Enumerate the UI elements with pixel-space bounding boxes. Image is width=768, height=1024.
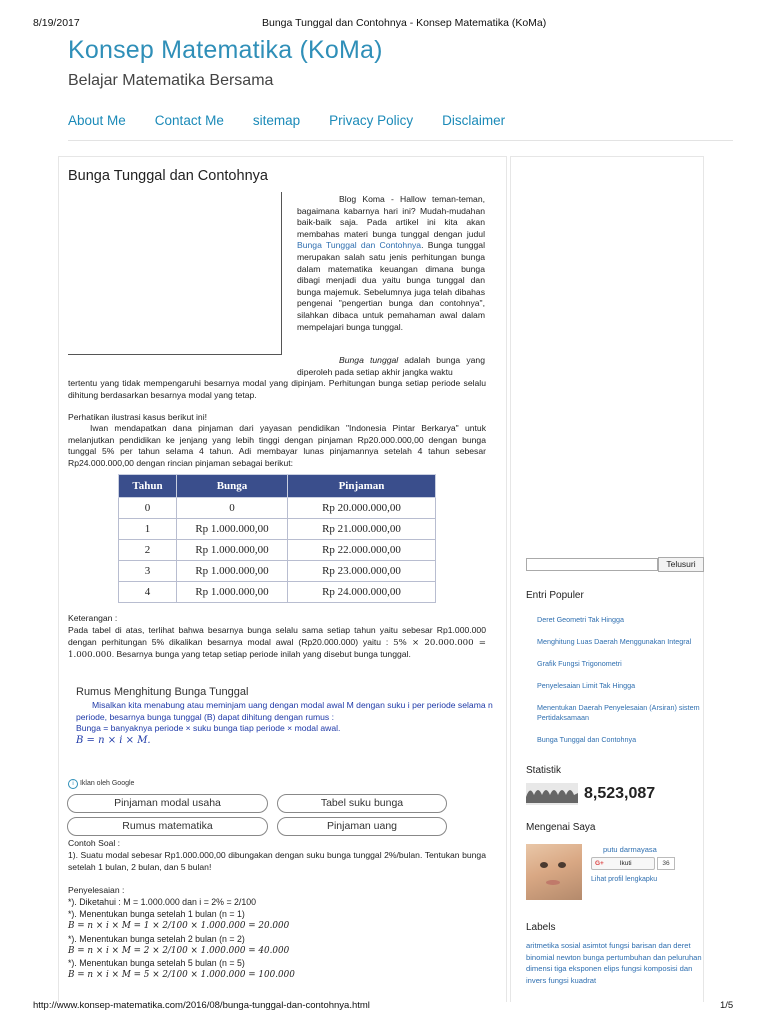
print-page-number: 1/5: [720, 1000, 734, 1011]
gplus-icon: G+: [595, 860, 604, 867]
search-button[interactable]: Telusuri: [658, 557, 704, 572]
popular-item[interactable]: Menentukan Daerah Penyelesaian (Arsiran) sistem Pertidaksamaan: [537, 703, 700, 722]
table-cell: Rp 1.000.000,00: [177, 561, 288, 582]
popular-item[interactable]: Grafik Fungsi Trigonometri: [537, 659, 622, 668]
ad-pill-rumus-matematika[interactable]: Rumus matematika: [67, 817, 268, 836]
keterangan-label: Keterangan :: [68, 613, 118, 623]
table-cell: 0: [119, 498, 177, 519]
popular-list: [537, 615, 702, 745]
post-intro: Blog Koma - Hallow teman-teman, bagaimana kabarnya hari ini? Mudah-mudahan baik-baik saja. Pada artikel ini kita akan membahas materi bunga tunggal dengan judul Bunga Tunggal dan Contohnya. Bunga tunggal merupakan salah satu jenis perhitungan bunga dalam matematika keuangan dimana bunga dibagi menjadi dua yaitu bunga tunggal dan bunga majemuk. Sebelumnya juga telah dibahas pengenai "pengertian bunga dan contohnya", silahkan dibaca untuk pemahaman awal dalam mempelajari bunga tunggal.: [297, 194, 485, 332]
loan-table: [118, 474, 436, 603]
rumus-title: Rumus Menghitung Bunga Tunggal: [76, 686, 249, 698]
table-row: [119, 498, 436, 519]
table-cell: Rp 1.000.000,00: [177, 540, 288, 561]
nav-contact[interactable]: Contact Me: [154, 113, 224, 128]
table-row: [119, 561, 436, 582]
contoh-label: Contoh Soal :: [68, 838, 121, 848]
table-cell: Rp 24.000.000,00: [288, 582, 436, 603]
author-name[interactable]: putu darmayasa: [603, 845, 657, 854]
profile-link[interactable]: Lihat profil lengkapku: [591, 876, 658, 883]
post-title: Bunga Tunggal dan Contohnya: [68, 168, 268, 184]
solution-step: *). Menentukan bunga setelah 1 bulan (n = 1): [68, 909, 245, 920]
stats-count: 8,523,087: [584, 785, 656, 802]
contoh-text: 1). Suatu modal sebesar Rp1.000.000,00 dibungakan dengan suku bunga tunggal 2%/bulan. Tentukan bunga setelah 1 bulan, 2 bulan, dan 5 bulan!: [68, 850, 486, 872]
table-row: [119, 519, 436, 540]
table-cell: 2: [119, 540, 177, 561]
search-input[interactable]: [526, 558, 658, 571]
table-cell: Rp 1.000.000,00: [177, 582, 288, 603]
table-cell: Rp 23.000.000,00: [288, 561, 436, 582]
rumus-formula: B = n × i × M.: [76, 734, 151, 746]
definition-text: Bunga tunggal adalah bunga yang diperoleh pada setiap akhir jangka waktu: [297, 355, 485, 377]
stats-sparkline-icon: [526, 783, 578, 805]
follow-button[interactable]: G+ Ikuti: [591, 857, 655, 870]
definition-text-cont: tertentu yang tidak mempengaruhi besarnya modal yang dipinjam. Perhitungan bunga setiap periode selalu dihitung berdasarkan besarnya modal yang tetap.: [68, 378, 486, 400]
solution-step: *). Menentukan bunga setelah 2 bulan (n = 2): [68, 933, 245, 944]
ads-label-row: [68, 779, 134, 789]
table-cell: 3: [119, 561, 177, 582]
solution-steps: [68, 896, 486, 981]
table-cell: Rp 1.000.000,00: [177, 519, 288, 540]
table-cell: Rp 20.000.000,00: [288, 498, 436, 519]
ads-label: Iklan oleh Google: [79, 780, 135, 787]
rumus-text-2: Bunga = banyaknya periode × suku bunga tiap periode × modal awal.: [76, 723, 341, 733]
labels-title: Labels: [526, 922, 556, 933]
table-header-bunga: Bunga: [177, 475, 288, 498]
table-cell: 1: [119, 519, 177, 540]
follow-count: 36: [657, 857, 675, 870]
table-row: [119, 582, 436, 603]
table-cell: 4: [119, 582, 177, 603]
table-cell: Rp 21.000.000,00: [288, 519, 436, 540]
popular-title: Entri Populer: [526, 590, 584, 601]
about-title: Mengenai Saya: [526, 822, 596, 833]
ad-pill-pinjaman-modal[interactable]: Pinjaman modal usaha: [67, 794, 268, 813]
keterangan-math: 5% × 20.000.000 = 1.000.000: [68, 637, 487, 661]
case-text: Iwan mendapatkan dana pinjaman dari yayasan pendidikan "Indonesia Pintar Berkarya" untuk melanjutkan pendidikan ke jenjang yang lebih tinggi dengan pinjaman Rp20.000.000,00 dengan bunga tunggal 5% per tahun selama 4 tahun. Adi membayar lunas pinjamannya setelah 4 tahun sebesar Rp24.000.000,00 dengan rincian pinjaman sebagai berikut:: [68, 423, 486, 468]
blog-description: Belajar Matematika Bersama: [68, 72, 274, 89]
penyelesaian-label: Penyelesaian :: [68, 885, 125, 895]
avatar[interactable]: [526, 844, 582, 900]
ad-pill-tabel-suku-bunga[interactable]: Tabel suku bunga: [277, 794, 447, 813]
nav-privacy[interactable]: Privacy Policy: [329, 113, 414, 128]
table-cell: 0: [177, 498, 288, 519]
print-url: http://www.konsep-matematika.com/2016/08/bunga-tunggal-dan-contohnya.html: [33, 1000, 370, 1011]
labels-cloud[interactable]: aritmetika sosial asimtot fungsi barisan dan deret binomial newton bunga pertumbuhan dan peluruhan dimensi tiga eksponen elips fungsi komposisi dan invers fungsi kuadrat: [526, 941, 702, 985]
post-intro-link[interactable]: Bunga Tunggal dan Contohnya: [297, 240, 422, 251]
table-header-pinjaman: Pinjaman: [288, 475, 436, 498]
header-divider: [68, 140, 733, 141]
info-icon[interactable]: i: [68, 779, 78, 789]
table-row: [119, 540, 436, 561]
ad-pill-pinjaman-uang[interactable]: Pinjaman uang: [277, 817, 447, 836]
popular-item[interactable]: Deret Geometri Tak Hingga: [537, 615, 624, 624]
keterangan-text: Pada tabel di atas, terlihat bahwa besarnya bunga selalu sama setiap tahun yaitu sebesar Rp1.000.000 dengan perhitungan 5% dikalikan besarnya modal awal (Rp20.000.000) yaitu : 5% × 20.000.000 = 1.000.000. Besarnya bunga yang tetap setiap periode inilah yang disebut bunga tunggal.: [68, 625, 487, 661]
popular-item[interactable]: Penyelesaian Limit Tak Hingga: [537, 681, 636, 690]
print-date: 8/19/2017: [33, 17, 80, 29]
rumus-text-1: Misalkan kita menabung atau meminjam uang dengan modal awal M dengan suku i per periode selama n periode, besarnya bunga tunggal (B) dapat dihitung dengan rumus :: [76, 700, 493, 722]
nav-disclaimer[interactable]: Disclaimer: [442, 113, 506, 128]
top-nav: [68, 113, 534, 128]
print-page-title: Bunga Tunggal dan Contohnya - Konsep Matematika (KoMa): [262, 17, 547, 29]
solution-step: B = n × i × M = 5 × 2/100 × 1.000.000 = 100.000: [68, 970, 295, 981]
table-header-tahun: Tahun: [119, 475, 177, 498]
solution-step: B = n × i × M = 1 × 2/100 × 1.000.000 = 20.000: [68, 921, 290, 932]
ilustrasi-heading: Perhatikan ilustrasi kasus berikut ini!: [68, 412, 207, 422]
table-cell: Rp 22.000.000,00: [288, 540, 436, 561]
solution-step: *). Diketahui : M = 1.000.000 dan i = 2% = 2/100: [68, 897, 257, 907]
rumus-box: [76, 700, 496, 746]
stats-title: Statistik: [526, 765, 562, 776]
nav-sitemap[interactable]: sitemap: [252, 113, 301, 128]
popular-item[interactable]: Menghitung Luas Daerah Menggunakan Integral: [537, 637, 692, 646]
post-image-frame: [68, 192, 282, 355]
popular-item[interactable]: Bunga Tunggal dan Contohnya: [537, 735, 637, 744]
nav-about[interactable]: About Me: [68, 113, 126, 128]
loan-table-wrap: [118, 474, 436, 603]
solution-step: B = n × i × M = 2 × 2/100 × 1.000.000 = 40.000: [68, 945, 290, 956]
blog-title[interactable]: Konsep Matematika (KoMa): [68, 36, 383, 64]
solution-step: *). Menentukan bunga setelah 5 bulan (n = 5): [68, 958, 245, 969]
